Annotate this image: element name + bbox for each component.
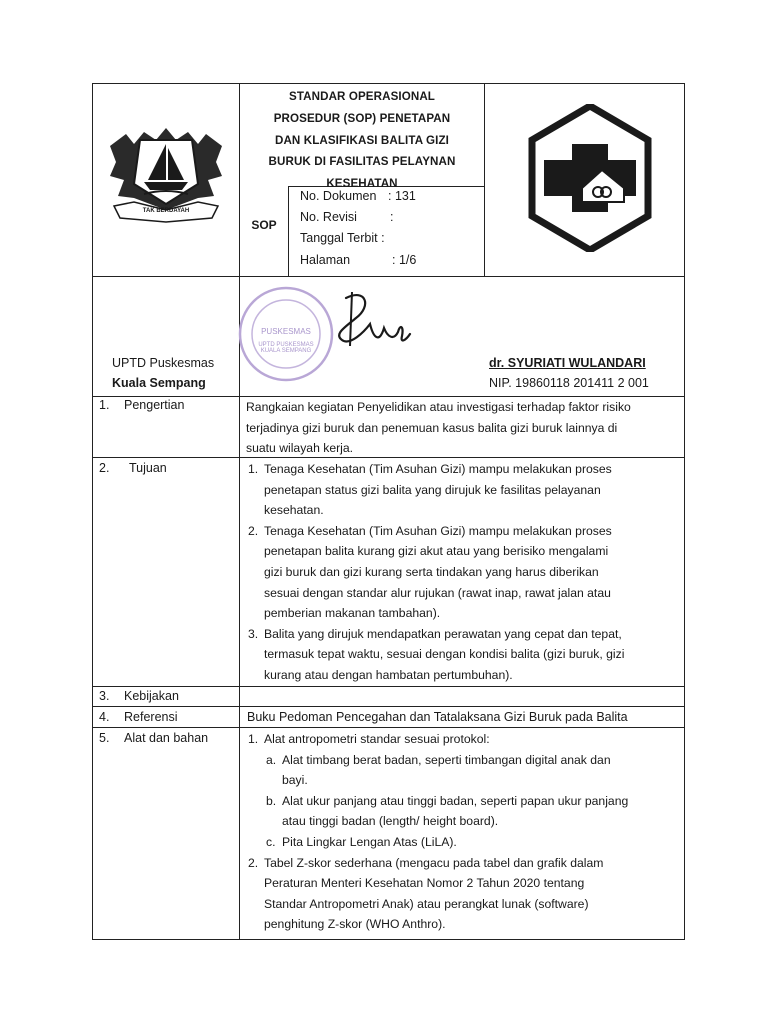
text-line: Peraturan Menteri Kesehatan Nomor 2 Tahun 2020 tentang <box>264 876 585 891</box>
text-line: Alat antropometri standar sesuai protokol: <box>264 732 490 746</box>
text-line: terjadinya gizi buruk dan penemuan kasus balita gizi buruk lainnya di <box>246 420 618 435</box>
row4-bottom-line <box>92 727 685 728</box>
body-divider <box>239 396 240 940</box>
text-line: Tenaga Kesehatan (Tim Asuhan Gizi) mampu melakukan proses <box>264 523 612 538</box>
text-line: Tabel Z-skor sederhana (mengacu pada tabel dan grafik dalam <box>264 855 604 870</box>
signer-name: dr. SYURIATI WULANDARI <box>489 356 646 370</box>
section-2-label: Tujuan <box>129 461 167 475</box>
text-line: Balita yang dirujuk mendapatkan perawatan yang cepat dan tepat, <box>264 626 622 641</box>
sop-label: SOP <box>251 218 277 232</box>
text-line: bayi. <box>282 773 308 788</box>
halaman-label: Halaman <box>300 253 351 267</box>
row2-bottom-line <box>92 686 685 687</box>
text-line: kurang atau dengan hambatan pertumbuhan). <box>264 667 513 682</box>
list-item <box>248 624 680 686</box>
section-4-text: Buku Pedoman Pencegahan dan Tatalaksana Gizi Buruk pada Balita <box>247 710 628 724</box>
row3-bottom-line <box>92 706 685 707</box>
list-number: 1. <box>248 462 259 476</box>
list-item <box>248 459 680 521</box>
sop-divider <box>288 186 289 276</box>
header-bottom-line <box>92 276 685 277</box>
text-line: suatu wilayah kerja. <box>246 441 354 456</box>
list-number: 2. <box>248 855 259 870</box>
list-item <box>248 521 680 624</box>
text-line: gizi buruk dan gizi kurang serta tindakan yang harus diberikan <box>264 564 599 579</box>
text-line: Standar Antropometri Anak) atau perangkat lunak (software) <box>264 896 589 911</box>
no-revisi-value: : <box>390 210 394 224</box>
handwritten-signature <box>316 288 416 358</box>
puskesmas-logo <box>528 104 652 252</box>
section-3-label: Kebijakan <box>124 689 179 703</box>
org-name-line1: UPTD Puskesmas <box>112 356 215 370</box>
sublist <box>266 750 680 853</box>
text-line: penghitung Z-skor (WHO Anthro). <box>264 917 446 932</box>
section-5-list <box>248 729 680 935</box>
section-2-number: 2. <box>99 461 110 475</box>
sublist-item <box>266 832 680 853</box>
text-line: Tenaga Kesehatan (Tim Asuhan Gizi) mampu melakukan proses <box>264 462 612 476</box>
title-line: BURUK DI FASILITAS PELAYNAN <box>268 155 456 169</box>
regency-emblem-logo <box>104 118 228 228</box>
title-line: PROSEDUR (SOP) PENETAPAN <box>273 111 451 125</box>
org-name-line2: Kuala Sempang <box>112 376 206 390</box>
section-1-text <box>246 397 680 459</box>
tanggal-terbit-label: Tanggal Terbit : <box>300 231 385 245</box>
no-dokumen-label: No. Dokumen <box>300 189 377 203</box>
text-line: pemberian makanan tambahan). <box>264 606 441 621</box>
text-line: atau tinggi badan (length/ height board). <box>282 814 499 829</box>
stamp-text: UPTD PUSKESMAS KUALA SEMPANG <box>258 342 314 354</box>
text-line: penetapan balita kurang gizi akut atau yang berisiko mengalami <box>264 544 609 559</box>
list-number: 1. <box>248 732 259 746</box>
header-divider-right <box>484 83 485 276</box>
text-line: sesuai dengan standar alur rujukan (rawat inap, rawat jalan atau <box>264 585 611 600</box>
document-title <box>240 86 484 195</box>
text-line: Rangkaian kegiatan Penyelidikan atau investigasi terhadap faktor risiko <box>246 400 631 414</box>
text-line: penetapan status gizi balita yang dirujuk ke fasilitas pelayanan <box>264 482 601 497</box>
list-number: 3. <box>248 626 259 641</box>
text-line: termasuk tepat waktu, sesuai dengan kondisi balita (gizi buruk, gizi <box>264 647 625 662</box>
section-3-number: 3. <box>99 689 110 703</box>
sublist-item <box>266 791 680 832</box>
sublist-letter: c. <box>266 834 276 849</box>
text-line: Alat timbang berat badan, seperti timbangan digital anak dan <box>282 752 611 767</box>
halaman-value: : 1/6 <box>392 253 417 267</box>
text-line: kesehatan. <box>264 503 324 518</box>
title-line: STANDAR OPERASIONAL <box>289 90 435 103</box>
section-1-number: 1. <box>99 398 110 412</box>
list-item <box>248 729 680 750</box>
svg-text:PUSKESMAS: PUSKESMAS <box>261 327 311 336</box>
signer-nip: NIP. 19860118 201411 2 001 <box>489 376 649 390</box>
emblem-ribbon-text: TAK BERDAYAH <box>142 208 190 214</box>
section-1-label: Pengertian <box>124 398 185 412</box>
section-4-label: Referensi <box>124 710 178 724</box>
section-2-list <box>248 459 680 686</box>
list-item <box>248 853 680 935</box>
section-5-label: Alat dan bahan <box>124 731 209 745</box>
section-5-number: 5. <box>99 731 110 745</box>
section-4-number: 4. <box>99 710 110 724</box>
no-dokumen-value: : 131 <box>388 189 416 203</box>
sublist-letter: b. <box>266 793 277 808</box>
text-line: Alat ukur panjang atau tinggi badan, seperti papan ukur panjang <box>282 793 629 808</box>
title-line: KESEHATAN <box>326 177 398 191</box>
sublist-letter: a. <box>266 752 277 767</box>
no-revisi-label: No. Revisi <box>300 210 357 224</box>
text-line: Pita Lingkar Lengan Atas (LiLA). <box>282 834 457 849</box>
list-number: 2. <box>248 523 259 538</box>
title-line: DAN KLASIFIKASI BALITA GIZI <box>274 133 450 147</box>
sublist-item <box>266 750 680 791</box>
